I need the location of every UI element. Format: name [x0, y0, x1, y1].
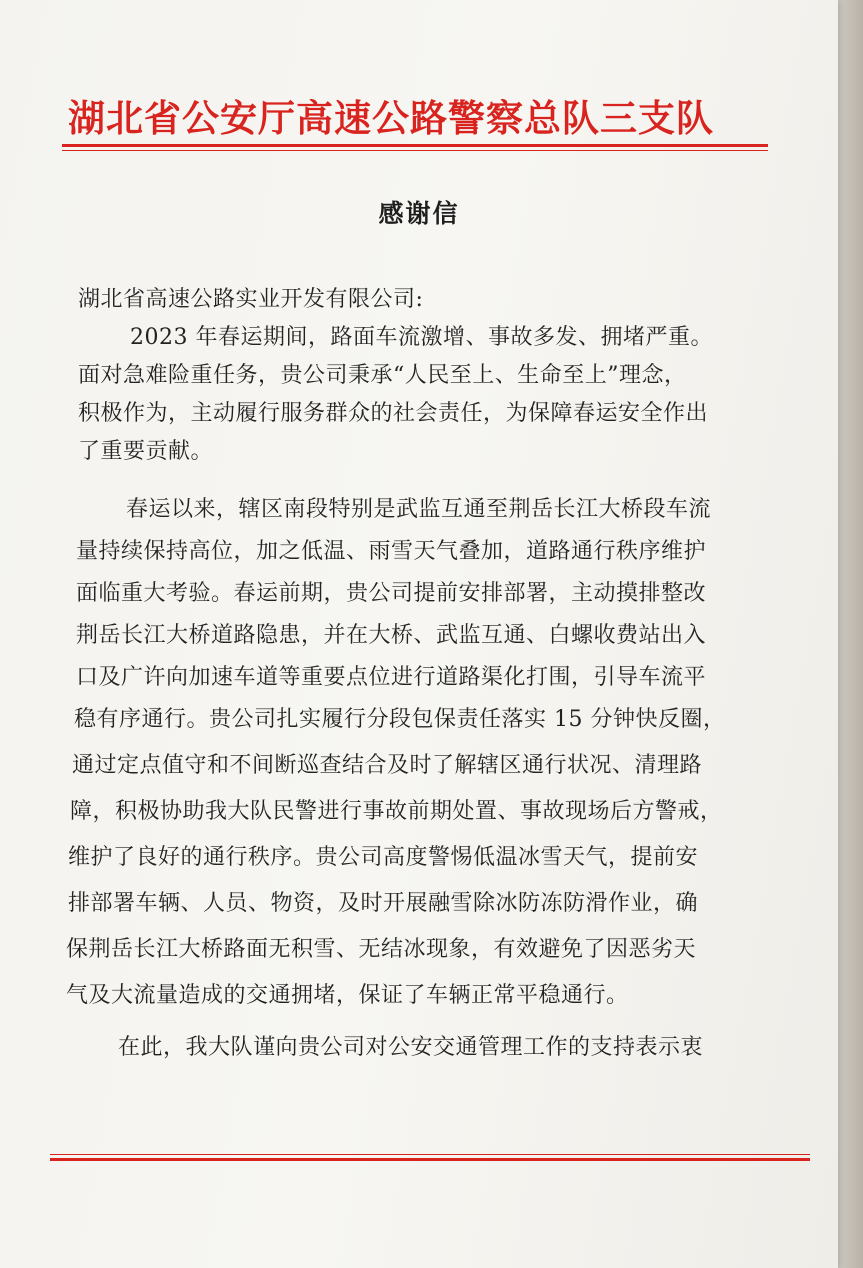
body-line: 通过定点值守和不间断巡查结合及时了解辖区通行状况、清理路: [72, 753, 703, 778]
body-line: 春运以来，辖区南段特别是武监互通至荆岳长江大桥段车流: [126, 497, 712, 522]
letterhead-rule-thin: [62, 150, 768, 151]
letterhead-rule-thick: [62, 144, 768, 147]
letter-title: 感谢信: [378, 199, 460, 228]
letterhead-title: 湖北省公安厅高速公路警察总队三支队: [68, 96, 714, 140]
salutation: 湖北省高速公路实业开发有限公司:: [78, 287, 424, 312]
body-line: 稳有序通行。贵公司扎实履行分段包保责任落实 15 分钟快反圈，: [74, 707, 726, 732]
body-line: 了重要贡献。: [78, 439, 214, 464]
body-line: 面对急难险重任务，贵公司秉承“人民至上、生命至上”理念，: [78, 363, 687, 388]
body-line: 障，积极协助我大队民警进行事故前期处置、事故现场后方警戒，: [70, 799, 723, 824]
body-line: 面临重大考验。春运前期，贵公司提前安排部署，主动摸排整改: [76, 581, 707, 606]
footer-rule-thick: [50, 1158, 810, 1161]
body-line: 积极作为，主动履行服务群众的社会责任，为保障春运安全作出: [78, 401, 709, 426]
body-line: 口及广许向加速车道等重要点位进行道路渠化打围，引导车流平: [76, 665, 707, 690]
body-line: 维护了良好的通行秩序。贵公司高度警惕低温冰雪天气，提前安: [68, 845, 699, 870]
body-line: 荆岳长江大桥道路隐患，并在大桥、武监互通、白螺收费站出入: [76, 623, 707, 648]
body-line: 气及大流量造成的交通拥堵，保证了车辆正常平稳通行。: [66, 983, 629, 1008]
body-line: 在此，我大队谨向贵公司对公安交通管理工作的支持表示衷: [118, 1035, 704, 1060]
footer-rule-thin: [50, 1154, 810, 1155]
body-line: 排部署车辆、人员、物资，及时开展融雪除冰防冻防滑作业，确: [68, 891, 699, 916]
body-line: 量持续保持高位，加之低温、雨雪天气叠加，道路通行秩序维护: [76, 539, 707, 564]
body-line: 2023 年春运期间，路面车流激增、事故多发、拥堵严重。: [130, 325, 713, 350]
body-line: 保荆岳长江大桥路面无积雪、无结冰现象，有效避免了因恶劣天: [66, 937, 697, 962]
